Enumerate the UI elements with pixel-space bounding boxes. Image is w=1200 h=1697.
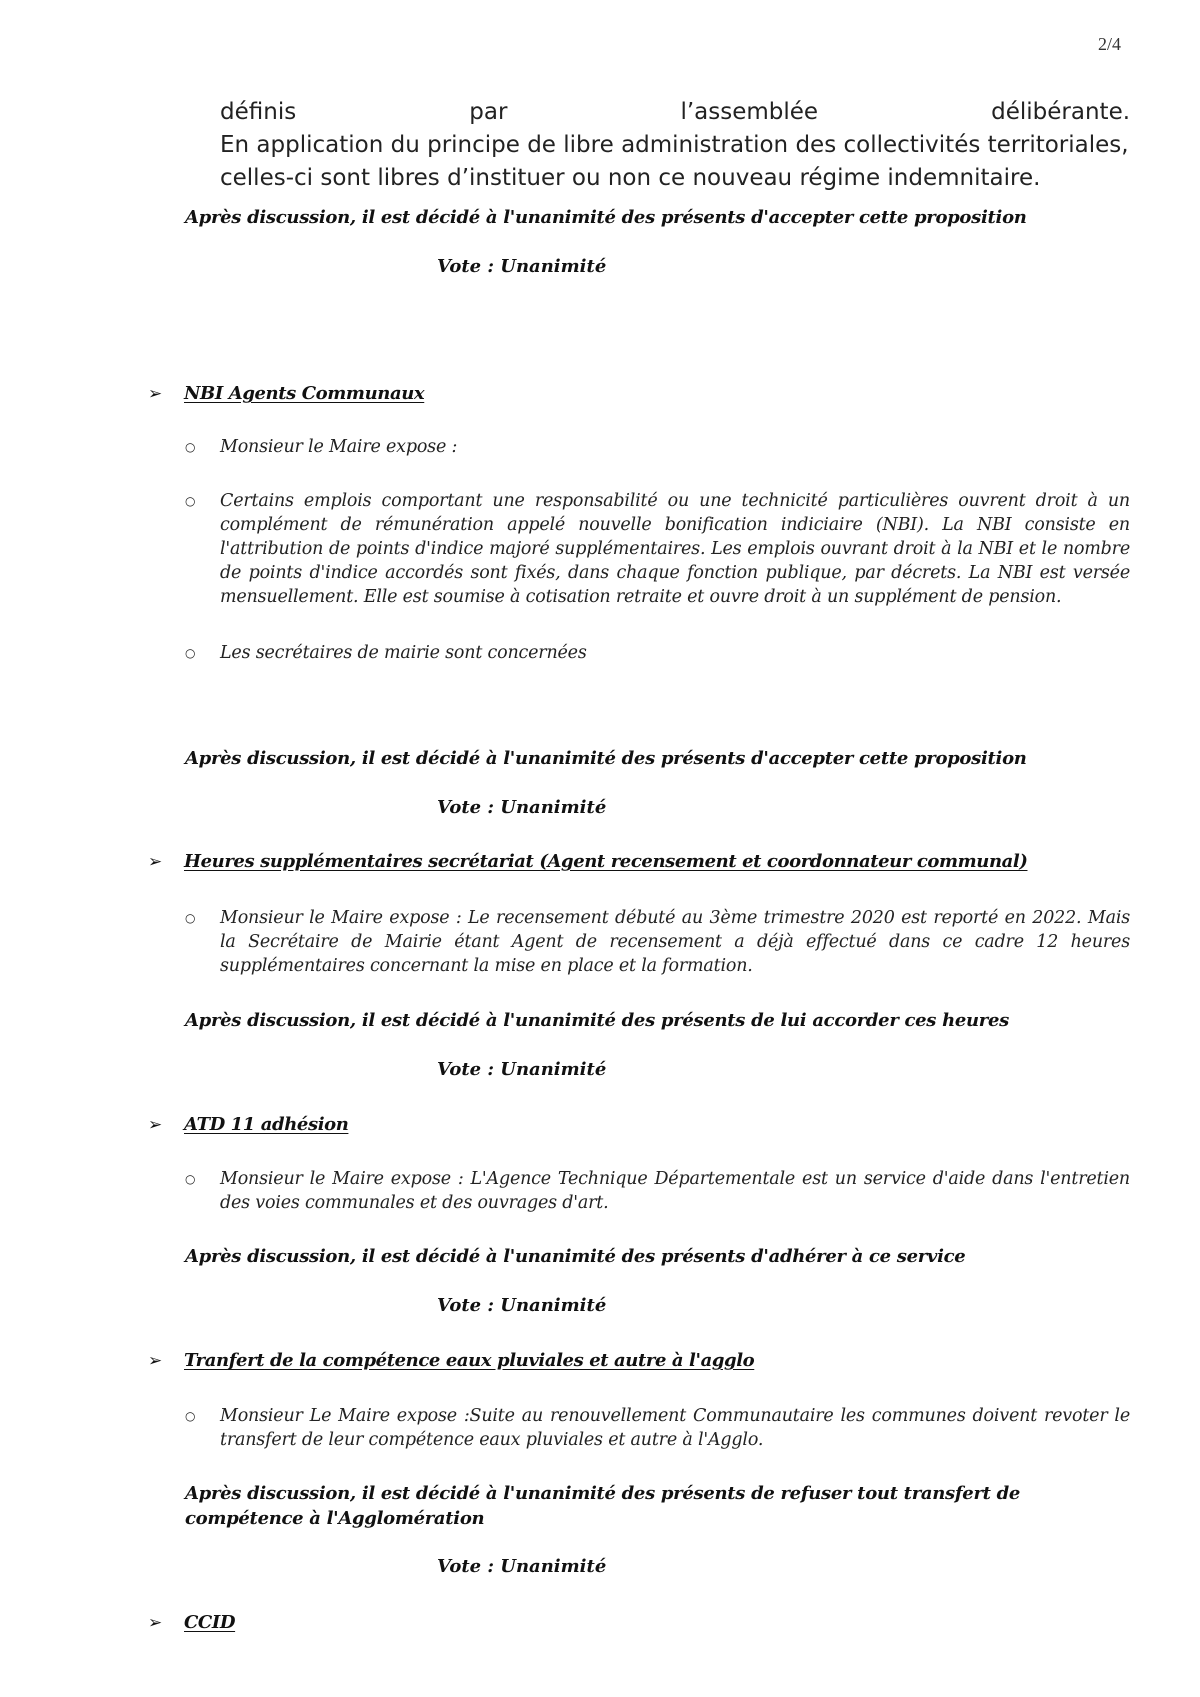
intro-word: délibérante. [991,99,1131,125]
list-item-text: Monsieur le Maire expose : L'Agence Technique Départementale est un service d'aide dans l'entretien des voies communales et des ouvrages d'art. [220,1169,1130,1213]
section-title: Heures supplémentaires secrétariat (Agent recensement et coordonnateur communal) [184,851,1028,872]
list-item [185,1404,1130,1452]
section-title: NBI Agents Communaux [184,383,425,404]
vote-text: Vote : Unanimité [437,1295,607,1316]
circle-bullet-icon: ○ [185,1409,196,1423]
vote-text: Vote : Unanimité [437,797,607,818]
arrow-bullet-icon: ➢ [148,1115,162,1135]
vote-text: Vote : Unanimité [437,1059,607,1080]
list-item-text: Les secrétaires de mairie sont concernées [220,643,587,663]
intro-word: définis [220,99,297,125]
vote-text: Vote : Unanimité [437,256,607,277]
circle-bullet-icon: ○ [185,494,196,508]
circle-bullet-icon: ○ [185,440,196,454]
section-heading-nbi [148,383,424,404]
section-title: ATD 11 adhésion [184,1114,349,1135]
circle-bullet-icon: ○ [185,911,196,925]
vote-text: Vote : Unanimité [437,1556,607,1577]
section-heading-atd [148,1114,348,1135]
decision-text: Après discussion, il est décidé à l'unanimité des présents d'accepter cette proposition [185,207,1027,228]
circle-bullet-icon: ○ [185,1172,196,1186]
arrow-bullet-icon: ➢ [148,1613,162,1633]
arrow-bullet-icon: ➢ [148,852,162,872]
intro-line-1 [220,96,1130,129]
list-item-text: Monsieur le Maire expose : Le recensement débuté au 3ème trimestre 2020 est reporté en 2022. Mais la Secrétaire de Mairie étant Agent de recensement a déjà effectué dans ce cadre 12 heures supplémentaires concernant la mise en place et la formation. [220,908,1130,976]
section-title: CCID [184,1612,236,1633]
list-item-text: Monsieur Le Maire expose :Suite au renouvellement Communautaire les communes doivent revoter le transfert de leur compétence eaux pluviales et autre à l'Agglo. [220,1406,1130,1450]
decision-text: Après discussion, il est décidé à l'unanimité des présents de lui accorder ces heures [185,1010,1009,1031]
list-item [185,641,1130,665]
circle-bullet-icon: ○ [185,646,196,660]
list-item [185,435,1130,459]
intro-word: par [469,99,508,125]
list-item [185,489,1130,609]
list-item-text: Certains emplois comportant une responsabilité ou une technicité particulières ouvrent droit à un complément de rémunération appelé nouvelle bonification indiciaire (NBI). La NBI consiste en l'attribution de points d'indice majoré supplémentaires. Les emplois ouvrant droit à la NBI et le nombre de points d'indice accordés sont fixés, dans chaque fonction publique, par décrets. La NBI est versée mensuellement. Elle est soumise à cotisation retraite et ouvre droit à un supplément de pension. [220,491,1130,607]
intro-line-2: En application du principe de libre administration des collectivités territoriales, [220,132,1129,158]
section-heading-ccid [148,1612,235,1633]
decision-text: Après discussion, il est décidé à l'unanimité des présents d'adhérer à ce service [185,1246,966,1267]
intro-line-3: celles-ci sont libres d’instituer ou non ce nouveau régime indemnitaire. [220,165,1041,191]
intro-paragraph [220,96,1130,195]
arrow-bullet-icon: ➢ [148,384,162,404]
section-title: Tranfert de la compétence eaux pluviales et autre à l'agglo [184,1350,755,1371]
intro-word: l’assemblée [680,99,819,125]
section-heading-transfert [148,1350,754,1371]
section-heading-heures [148,851,1027,872]
list-item [185,1167,1130,1215]
list-item [185,906,1130,978]
decision-text: Après discussion, il est décidé à l'unanimité des présents de refuser tout transfert de compétence à l'Agglomération [185,1483,1021,1529]
decision-text: Après discussion, il est décidé à l'unanimité des présents d'accepter cette proposition [185,748,1027,769]
page-number: 2/4 [1098,34,1122,54]
list-item-text: Monsieur le Maire expose : [220,437,458,457]
arrow-bullet-icon: ➢ [148,1351,162,1371]
